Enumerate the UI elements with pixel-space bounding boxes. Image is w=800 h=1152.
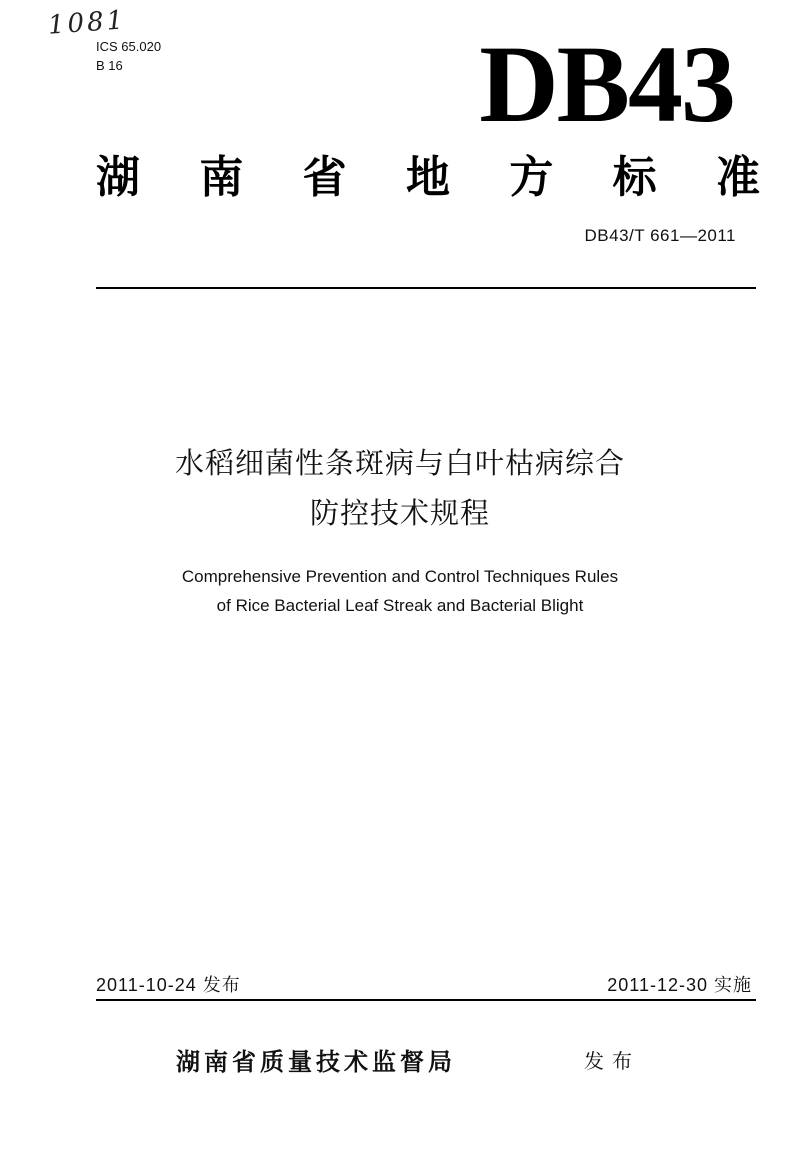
standard-type-char: 方: [509, 152, 554, 203]
title-chinese-line-1: 水稻细菌性条斑病与白叶枯病综合: [174, 446, 625, 480]
standard-type-char: 准: [715, 152, 760, 203]
publish-label: 发布: [584, 1049, 640, 1073]
issue-date: 2011-10-24 发布: [96, 975, 241, 995]
standard-type-char: 省: [302, 152, 347, 203]
publisher-name: 湖南省质量技术监督局: [176, 1048, 456, 1076]
standard-type-char: 地: [405, 152, 450, 203]
title-english-line-1: Comprehensive Prevention and Control Techniques Rules: [181, 567, 619, 586]
standard-type-char: 南: [199, 152, 244, 203]
title-english-line-2: of Rice Bacterial Leaf Streak and Bacterial Blight: [216, 596, 584, 615]
standard-type-char: 标: [612, 152, 657, 203]
standard-code: DB43/T 661—2011: [584, 226, 736, 245]
title-english: [0, 562, 800, 620]
top-divider: [96, 287, 756, 289]
db43-logo: DB43: [479, 23, 734, 145]
implementation-date: 2011-12-30 实施: [607, 975, 752, 995]
bottom-divider: [96, 999, 756, 1001]
standard-type-char: 湖: [96, 152, 140, 203]
classification-code: B 16: [96, 58, 123, 73]
ics-code: ICS 65.020: [96, 39, 162, 54]
title-chinese-line-2: 防控技术规程: [309, 496, 490, 530]
handwritten-note: 1081: [47, 5, 128, 41]
standard-type-heading: [96, 152, 760, 204]
title-chinese: [0, 438, 800, 538]
